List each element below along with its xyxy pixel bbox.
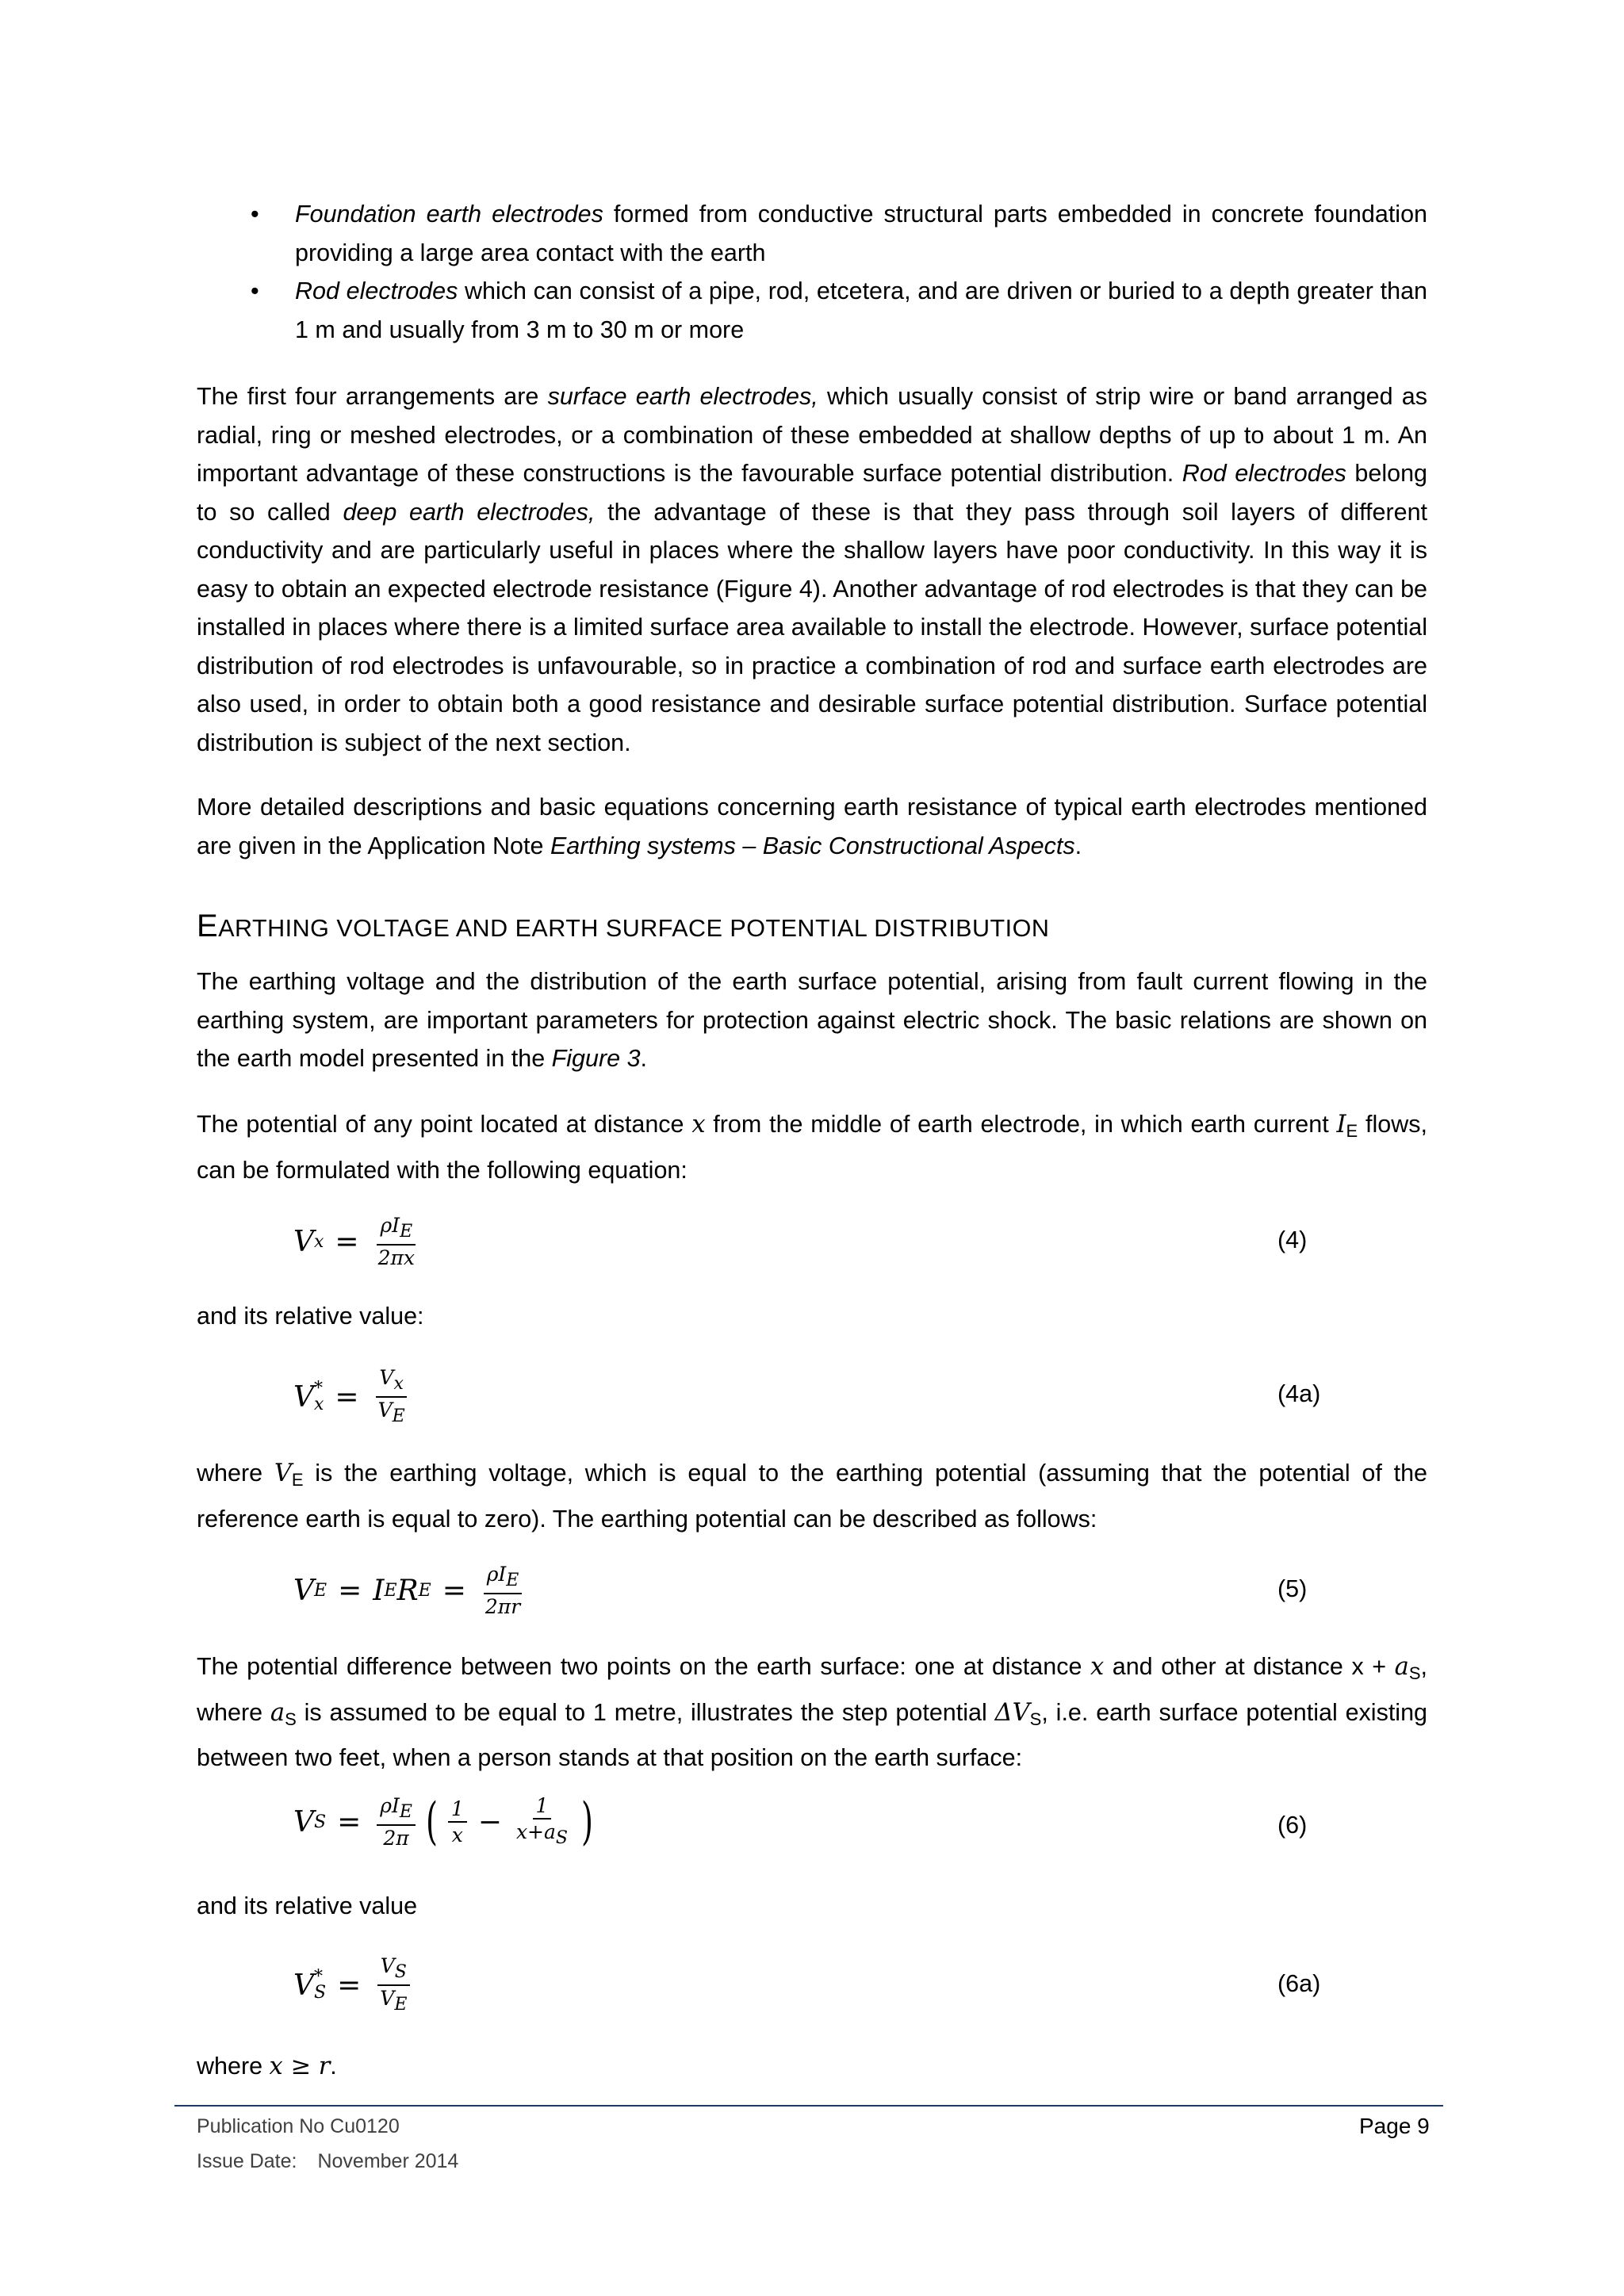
frac-num-sub: x: [393, 1374, 404, 1394]
math-var: I: [1336, 1111, 1346, 1138]
bullet-item: [197, 272, 1427, 349]
frac-den: 2πx: [377, 1246, 416, 1269]
footer-issue: [197, 2150, 458, 2173]
frac-num: 1: [533, 1793, 552, 1820]
eq-lhs: V: [293, 1574, 314, 1607]
text-run: and other at distance x +: [1104, 1653, 1395, 1680]
bullet-item: [197, 195, 1427, 272]
math-sub: S: [285, 1709, 297, 1729]
math-var: a: [1394, 1653, 1409, 1681]
text-run: and its relative value:: [197, 1303, 424, 1330]
eq-lhs-sub: S: [314, 1812, 327, 1832]
section-heading: [197, 904, 1049, 951]
eq-lhs: V: [293, 1225, 314, 1258]
frac-num: ρI: [380, 1794, 400, 1817]
math-var: V: [274, 1460, 292, 1487]
fraction: [375, 1365, 408, 1429]
eq-lhs-sub: E: [314, 1580, 327, 1601]
frac-den-sub: E: [392, 1406, 405, 1426]
text-run: is the earthing voltage, which is equal to the earthing potential (assuming that the potential of the reference earth is equal to zero). The earthing potential can be described as follows:: [197, 1460, 1427, 1533]
bullet-dot: •: [251, 201, 259, 228]
equation-6: [293, 1793, 599, 1850]
heading-rest: ARTHING VOLTAGE AND EARTH SURFACE POTENTIAL DISTRIBUTION: [218, 915, 1050, 942]
footer-publication: Publication No Cu0120: [197, 2115, 400, 2137]
fraction: [482, 1562, 523, 1619]
equation-number: (4): [1277, 1226, 1308, 1253]
eq-term: R: [396, 1574, 419, 1607]
paragraph-earthing-potential: [197, 1454, 1427, 1538]
text-run: , i.e. earth surface potential existing between two feet, when a person stands at that position on the earth surface:: [197, 1698, 1428, 1771]
minus-sign: −: [477, 1805, 502, 1839]
eq-lhs: V: [293, 1805, 314, 1839]
text-run: where: [197, 2053, 270, 2080]
bullet-dot: •: [251, 277, 259, 304]
italic-run: Figure 3: [551, 1045, 641, 1072]
math-sub: S: [1408, 1663, 1421, 1683]
electrode-bullet-list: [197, 195, 1427, 349]
math-sub: E: [291, 1470, 304, 1490]
frac-den-sub: S: [555, 1828, 568, 1848]
equals-sign: =: [335, 1225, 359, 1258]
text-where-condition: [197, 2047, 1427, 2087]
text-run: , where: [197, 1653, 1427, 1726]
math-var: a: [270, 1698, 285, 1727]
text-run: from the middle of earth electrode, in which earth current: [705, 1111, 1337, 1138]
equals-sign: =: [442, 1574, 466, 1607]
equation-number: (5): [1277, 1575, 1308, 1602]
frac-den: x: [451, 1823, 463, 1846]
paragraph-step-potential: [197, 1647, 1427, 1777]
text-run: where: [197, 1460, 274, 1487]
bullet-term: Foundation earth electrodes: [295, 201, 603, 228]
fraction: [377, 1954, 410, 2017]
footer-issue-label: Issue Date:: [197, 2150, 297, 2172]
math-var: x: [1090, 1653, 1105, 1681]
frac-den: V: [377, 1399, 393, 1422]
text-run: the advantage of these is that they pass through soil layers of different conductivity and are particularly useful in places where the shallow layers have poor conductivity. In this way it is easy to obtain an expected electrode resistance (Figure 4). Another advantage of rod electrodes is that they can be installed in places where there is a limited surface area available to install the electrode. However, surface potential distribution of rod electrodes is unfavourable, so in practice a combination of rod and surface earth electrodes are also used, in order to obtain both a good resistance and desirable surface potential distribution. Surface potential distribution is subject of the next section.: [197, 498, 1428, 756]
text-run: .: [330, 2053, 337, 2080]
frac-den: 2π: [383, 1827, 409, 1850]
eq-lhs-sub: x: [314, 1395, 324, 1414]
right-paren: ): [580, 1793, 593, 1851]
paragraph-references: [197, 788, 1427, 865]
frac-num: V: [380, 1954, 395, 1977]
equals-sign: =: [338, 1574, 362, 1607]
eq-lhs-sup: *: [314, 1967, 323, 1987]
frac-den: V: [380, 1987, 395, 2010]
frac-num-sub: E: [400, 1222, 413, 1242]
italic-run: surface earth electrodes,: [547, 383, 818, 410]
eq-term-sub: E: [418, 1580, 431, 1601]
frac-num: ρI: [486, 1563, 507, 1586]
text-run: The potential difference between two points on the earth surface: one at distance: [197, 1653, 1090, 1680]
left-paren: (: [425, 1793, 438, 1851]
footer-page-number: Page 9: [1359, 2114, 1430, 2138]
italic-run: deep earth electrodes,: [343, 498, 596, 526]
frac-den: x+a: [515, 1820, 556, 1843]
equals-sign: =: [337, 1969, 362, 2002]
text-relative-value: [197, 1297, 1427, 1336]
eq-lhs: V: [293, 1380, 314, 1414]
eq-lhs-sub: x: [314, 1231, 324, 1252]
paragraph-electrode-types: [197, 377, 1427, 762]
text-run: The earthing voltage and the distribution of the earth surface potential, arising from fault current flowing in the earthing system, are important parameters for protection against electric shock. The basic relations are shown on the earth model presented in the: [197, 968, 1427, 1072]
eq-term-sub: E: [384, 1580, 397, 1601]
text-run: The first four arrangements are: [197, 383, 548, 410]
frac-num-sub: E: [506, 1571, 519, 1590]
text-relative-value-2: [197, 1887, 1427, 1926]
eq-lhs: V: [293, 1969, 314, 2002]
math-expr: x ≥ r: [269, 2053, 331, 2080]
equals-sign: =: [335, 1380, 359, 1414]
eq-lhs-sup: *: [314, 1379, 323, 1399]
equation-5: [293, 1562, 528, 1619]
equation-number: (4a): [1277, 1380, 1321, 1407]
frac-num: V: [379, 1366, 394, 1389]
math-var: x: [691, 1111, 706, 1138]
eq-lhs-sub: S: [314, 1983, 327, 2003]
footer-rule: [174, 2105, 1443, 2107]
footer-issue-date: November 2014: [317, 2150, 459, 2172]
heading-initial: E: [197, 909, 219, 943]
fraction: [377, 1793, 416, 1850]
frac-num: 1: [448, 1797, 467, 1823]
paragraph-potential: [197, 1105, 1427, 1189]
equation-4: [293, 1213, 423, 1270]
frac-den-sub: E: [394, 1995, 408, 2015]
italic-run: Earthing systems – Basic Constructional Aspects: [550, 832, 1075, 859]
text-run: which usually consist of strip wire or band arranged as radial, ring or meshed electrodes, or a combination of these embedded at shallow depths of up to about 1 m. An important advantage of these constructions is the favourable surface potential distribution.: [197, 383, 1427, 487]
text-run: flows, can be formulated with the following equation:: [197, 1111, 1427, 1184]
text-run: The potential of any point located at distance: [197, 1111, 692, 1138]
text-run: is assumed to be equal to 1 metre, illustrates the step potential: [296, 1698, 995, 1726]
bullet-term: Rod electrodes: [295, 277, 458, 304]
frac-num-sub: E: [399, 1802, 412, 1822]
math-var: ΔV: [994, 1698, 1030, 1727]
italic-run: Rod electrodes: [1182, 460, 1346, 487]
equation-4a: [293, 1365, 413, 1429]
equation-number: (6): [1277, 1812, 1308, 1839]
text-run: belong to so called: [197, 460, 1427, 526]
math-sub: E: [1346, 1121, 1358, 1141]
paragraph-earthing-voltage: [197, 962, 1427, 1078]
bullet-text: which can consist of a pipe, rod, etcetera, and are driven or buried to a depth greater than 1 m and usually from 3 m to 30 m or more: [295, 277, 1428, 343]
bullet-text: formed from conductive structural parts embedded in concrete foundation providing a large area contact with the earth: [295, 201, 1427, 266]
eq-term: I: [373, 1574, 385, 1607]
text-run: .: [1074, 832, 1082, 859]
text-run: More detailed descriptions and basic equations concerning earth resistance of typical earth electrodes mentioned are given in the Application Note: [197, 794, 1427, 859]
frac-den: 2πr: [485, 1595, 521, 1618]
math-sub: S: [1029, 1709, 1042, 1729]
text-run: .: [640, 1045, 648, 1072]
frac-num-sub: S: [394, 1962, 407, 1982]
text-run: and its relative value: [197, 1892, 418, 1919]
equation-6a: [293, 1954, 415, 2017]
fraction: [448, 1797, 467, 1847]
equation-number: (6a): [1277, 1970, 1321, 1997]
equals-sign: =: [337, 1805, 362, 1839]
frac-num: ρI: [380, 1214, 400, 1237]
fraction: [513, 1793, 571, 1850]
fraction: [375, 1213, 418, 1270]
